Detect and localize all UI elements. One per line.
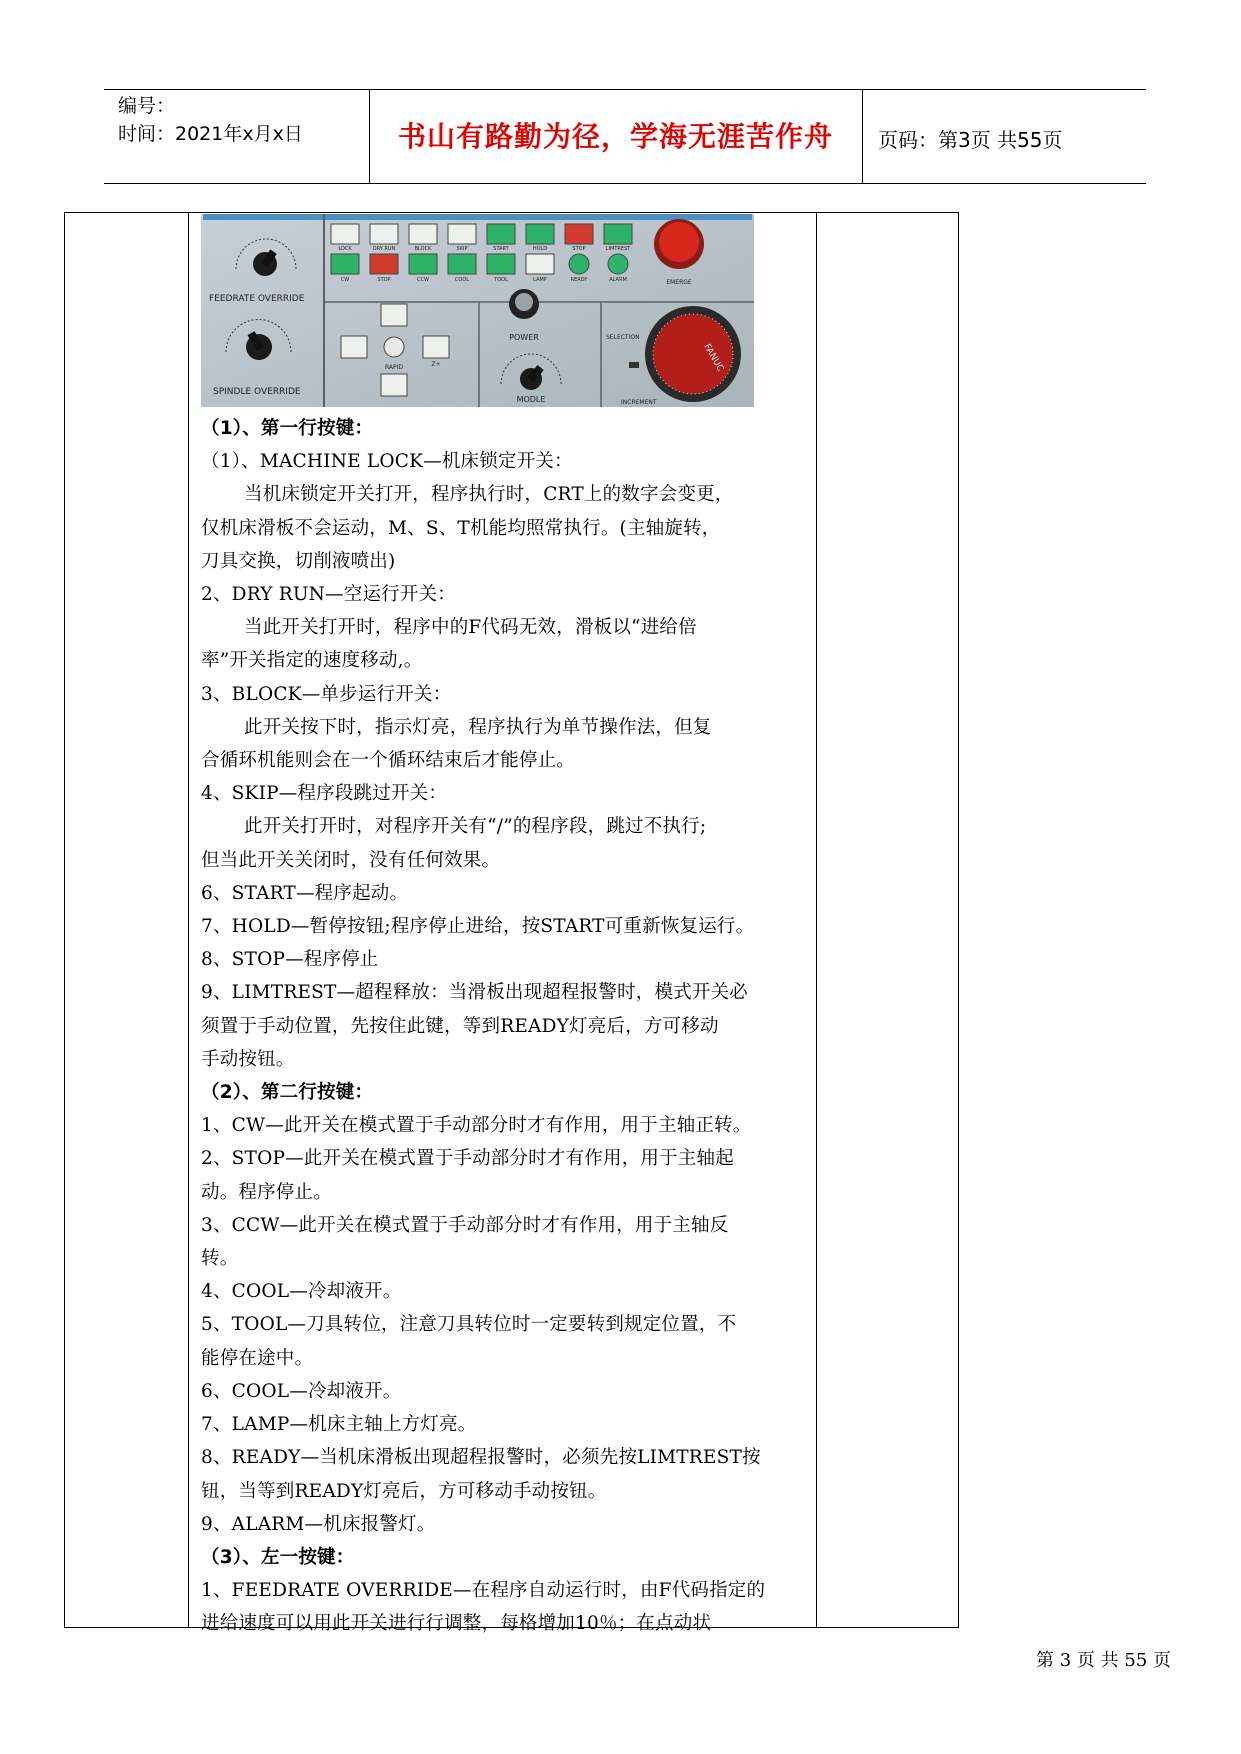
panel-button-label: STOP (572, 246, 586, 252)
paragraph-line: 动。程序停止。 (201, 1181, 332, 1203)
increment-label: INCREMENT (621, 399, 657, 406)
item-title: 4、COOL—冷却液开。 (201, 1281, 402, 1303)
item-title: 9、ALARM—机床报警灯。 (201, 1513, 436, 1535)
paragraph-line: 转。 (201, 1248, 239, 1270)
time-label: 时间：2021年x月x日 (118, 123, 303, 145)
paragraph-line: 但当此开关关闭时，没有任何效果。 (201, 849, 501, 871)
item-title: 3、BLOCK—单步运行开关： (201, 683, 452, 705)
table-column-divider (188, 212, 189, 1628)
feedrate-label: FEEDRATE OVERRIDE (209, 294, 305, 304)
item-title: 8、READY—当机床滑板出现超程报警时，必须先按LIMTREST按 (201, 1447, 761, 1469)
item-title: 1、FEEDRATE OVERRIDE—在程序自动运行时，由F代码指定的 (201, 1580, 766, 1602)
mode-label: MODLE (516, 395, 546, 404)
paragraph-line: 能停在途中。 (201, 1347, 314, 1369)
item-title: 4、SKIP—程序段跳过开关： (201, 783, 448, 805)
zplus-label: Z+ (431, 361, 441, 368)
item-title: 1、CW—此开关在模式置于手动部分时才有作用，用于主轴正转。 (201, 1115, 752, 1137)
header-meta (118, 92, 303, 148)
paragraph-line: 当机床锁定开关打开，程序执行时，CRT上的数字会变更， (244, 484, 734, 506)
paragraph-line: 合循环机能则会在一个循环结束后才能停止。 (201, 750, 576, 772)
paragraph-line: 钮，当等到READY灯亮后，方可移动手动按钮。 (201, 1480, 607, 1502)
header-top-rule (104, 89, 1146, 90)
panel-button-label: HOLD (532, 246, 548, 252)
control-panel-illustration (201, 214, 754, 407)
paragraph-line: 须置于手动位置，先按住此键，等到READY灯亮后，方可移动 (201, 1015, 719, 1037)
item-title: 8、STOP—程序停止 (201, 949, 379, 971)
panel-button-label: ALARM (609, 277, 627, 283)
panel-button-label: STOP (377, 277, 391, 283)
number-label: 编号： (118, 95, 176, 117)
panel-button-label: LAMP (533, 277, 547, 283)
panel-button-label: CW (340, 277, 350, 283)
rapid-label: RAPID (384, 364, 404, 371)
paragraph-line: 率”开关指定的速度移动,。 (201, 650, 423, 672)
spindle-label: SPINDLE OVERRIDE (213, 387, 301, 397)
item-title: 6、COOL—冷却液开。 (201, 1380, 402, 1402)
power-label: POWER (509, 333, 539, 342)
item-title: 7、LAMP—机床主轴上方灯亮。 (201, 1414, 477, 1436)
control-panel-photo (201, 214, 754, 407)
table-column-divider (816, 212, 817, 1628)
fanuc-label: FANUC (701, 342, 726, 374)
item-title: 5、TOOL—刀具转位，注意刀具转位时一定要转到规定位置，不 (201, 1314, 737, 1336)
text-content (201, 412, 807, 1641)
item-title: （1）、MACHINE LOCK—机床锁定开关： (201, 451, 573, 473)
panel-button-label: READY (570, 277, 588, 283)
paragraph-line: 此开关按下时，指示灯亮，程序执行为单节操作法，但复 (244, 716, 712, 738)
panel-button-label: LOCK (338, 246, 352, 252)
header-divider (862, 89, 863, 183)
item-title: 2、STOP—此开关在模式置于手动部分时才有作用，用于主轴起 (201, 1148, 734, 1170)
item-title: 2、DRY RUN—空运行开关： (201, 584, 456, 606)
panel-button-label: CCW (417, 277, 429, 283)
panel-button-label: TOOL (494, 277, 508, 283)
header-page-info: 页码：第3页 共55页 (878, 128, 1063, 152)
selection-label: SELECTION (606, 334, 640, 341)
panel-button-label: COOL (454, 277, 470, 283)
panel-button-label: START (493, 246, 509, 252)
paragraph-line: 当此开关打开时，程序中的F代码无效，滑板以“进给倍 (244, 617, 697, 639)
panel-button-label: LIMTREST (605, 246, 631, 252)
panel-button-label: BLOCK (414, 246, 432, 252)
section-heading: （3）、左一按键： (201, 1546, 355, 1568)
emergency-label: EMERGE (666, 279, 692, 286)
paragraph-line: 进给速度可以用此开关进行行调整，每格增加10％；在点动状 (201, 1613, 712, 1635)
panel-button-label: SKIP (456, 246, 468, 252)
header-motto: 书山有路勤为径，学海无涯苦作舟 (397, 120, 833, 153)
section-heading: （2）、第二行按键： (201, 1082, 374, 1104)
paragraph-line: 刀具交换，切削液喷出) (201, 550, 396, 572)
item-title: 3、CCW—此开关在模式置于手动部分时才有作用，用于主轴反 (201, 1214, 729, 1236)
item-title: 9、LIMTREST—超程释放：当滑板出现超程报警时，模式开关必 (201, 982, 748, 1004)
item-title: 7、HOLD—暂停按钮;程序停止进给，按START可重新恢复运行。 (201, 916, 755, 938)
page-footer: 第 3 页 共 55 页 (1036, 1650, 1171, 1671)
panel-button-label: DRY RUN (372, 246, 396, 252)
section-heading: （1）、第一行按键： (201, 418, 374, 439)
item-title: 6、START—程序起动。 (201, 882, 409, 904)
header-bottom-rule (104, 183, 1146, 184)
paragraph-line: 此开关打开时，对程序开关有“/”的程序段，跳过不执行; (244, 816, 707, 838)
paragraph-line: 手动按钮。 (201, 1048, 295, 1070)
paragraph-line: 仅机床滑板不会运动，M、S、T机能均照常执行。(主轴旋转， (201, 517, 721, 539)
